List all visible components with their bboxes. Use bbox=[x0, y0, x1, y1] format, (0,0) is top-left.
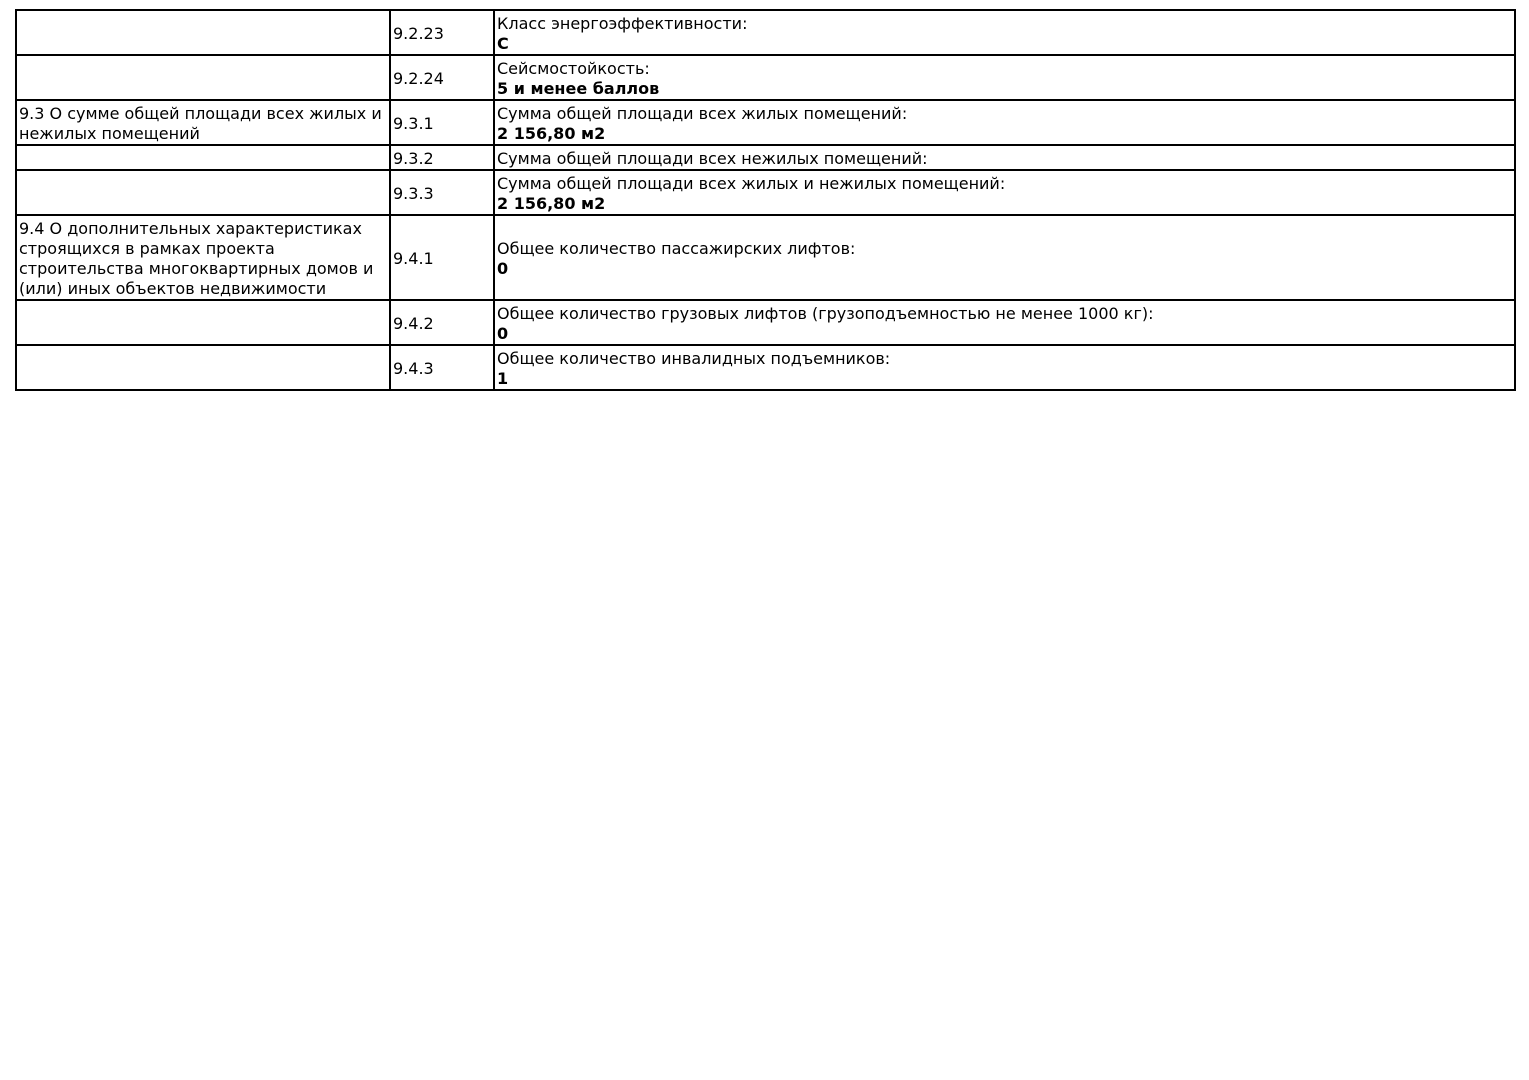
field-label: Общее количество пассажирских лифтов: bbox=[497, 238, 856, 258]
table-row bbox=[16, 100, 1515, 145]
field-cell bbox=[494, 55, 1515, 100]
code-cell: 9.3.1 bbox=[390, 100, 494, 145]
field-value: 2 156,80 м2 bbox=[497, 193, 606, 213]
field-label: Сумма общей площади всех жилых и нежилых помещений: bbox=[497, 173, 1006, 193]
code-cell: 9.2.23 bbox=[390, 10, 494, 55]
code-cell: 9.3.2 bbox=[390, 145, 494, 170]
code-cell: 9.4.3 bbox=[390, 345, 494, 390]
section-title: 9.4 О дополнительных характеристиках строящихся в рамках проекта строительства многоквартирных домов и (или) иных объектов недвижимости bbox=[19, 218, 374, 298]
section-cell bbox=[16, 55, 390, 100]
declaration-table bbox=[15, 9, 1516, 391]
code-cell: 9.2.24 bbox=[390, 55, 494, 100]
field-label: Сумма общей площади всех жилых помещений: bbox=[497, 103, 908, 123]
section-title: 9.3 О сумме общей площади всех жилых и нежилых помещений bbox=[19, 103, 382, 143]
field-value: C bbox=[497, 33, 509, 53]
table-row bbox=[16, 145, 1515, 170]
field-cell bbox=[494, 100, 1515, 145]
field-label: Сейсмостойкость: bbox=[497, 58, 650, 78]
table-row bbox=[16, 170, 1515, 215]
code-cell: 9.4.2 bbox=[390, 300, 494, 345]
section-cell bbox=[16, 10, 390, 55]
field-cell bbox=[494, 300, 1515, 345]
section-cell bbox=[16, 100, 390, 145]
table-row bbox=[16, 55, 1515, 100]
field-label: Класс энергоэффективности: bbox=[497, 13, 748, 33]
table-row bbox=[16, 300, 1515, 345]
field-cell bbox=[494, 145, 1515, 170]
code-cell: 9.4.1 bbox=[390, 215, 494, 300]
field-cell bbox=[494, 10, 1515, 55]
code-cell: 9.3.3 bbox=[390, 170, 494, 215]
field-cell bbox=[494, 345, 1515, 390]
section-cell bbox=[16, 300, 390, 345]
field-label: Общее количество грузовых лифтов (грузоподъемностью не менее 1000 кг): bbox=[497, 303, 1154, 323]
field-value: 5 и менее баллов bbox=[497, 78, 660, 98]
field-cell bbox=[494, 215, 1515, 300]
field-cell bbox=[494, 170, 1515, 215]
table-row bbox=[16, 10, 1515, 55]
table-row bbox=[16, 345, 1515, 390]
field-value: 0 bbox=[497, 323, 509, 343]
section-cell bbox=[16, 145, 390, 170]
table-row bbox=[16, 215, 1515, 300]
field-value: 0 bbox=[497, 258, 509, 278]
field-value: 2 156,80 м2 bbox=[497, 123, 606, 143]
section-cell bbox=[16, 215, 390, 300]
field-value: 1 bbox=[497, 368, 509, 388]
field-label: Сумма общей площади всех нежилых помещений: bbox=[497, 148, 928, 168]
field-label: Общее количество инвалидных подъемников: bbox=[497, 348, 891, 368]
section-cell bbox=[16, 345, 390, 390]
section-cell bbox=[16, 170, 390, 215]
